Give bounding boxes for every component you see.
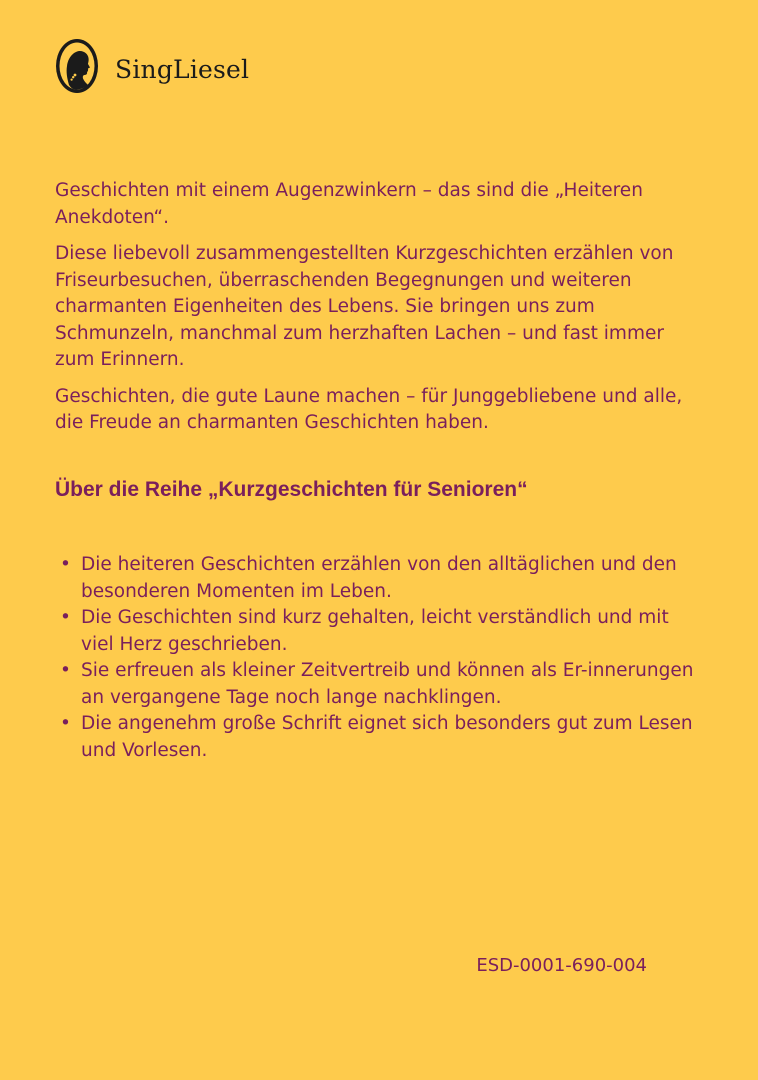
bullet-text: Die Geschichten sind kurz gehalten, leicht verständlich und mit viel Herz geschrieben.	[81, 607, 669, 655]
bullet-item	[55, 605, 695, 658]
bullet-text: Die angenehm große Schrift eignet sich besonders gut zum Lesen und Vorlesen.	[81, 713, 693, 761]
intro-paragraph: Diese liebevoll zusammengestellten Kurzgeschichten erzählen von Friseurbesuchen, überraschenden Begegnungen und weiteren charmanten Eigenheiten des Lebens. Sie bringen uns zum Schmunzeln, manchmal zum herzhaften Lachen – und fast immer zum Erinnern.	[55, 243, 674, 370]
series-heading: Über die Reihe „Kurzgeschichten für Senioren“	[55, 478, 528, 501]
bullet-item	[55, 552, 695, 605]
product-code: ESD-0001-690-004	[476, 955, 647, 976]
bullet-dot: •	[60, 554, 71, 575]
silhouette-portrait-icon	[55, 38, 99, 94]
intro-paragraph: Geschichten, die gute Laune machen – für Junggebliebene und alle, die Freude an charmanten Geschichten haben.	[55, 385, 683, 433]
bullet-dot: •	[60, 713, 71, 734]
bullet-text: Die heiteren Geschichten erzählen von den alltäglichen und den besonderen Momenten im Leben.	[81, 554, 677, 602]
bullet-text: Sie erfreuen als kleiner Zeitvertreib und können als Er-innerungen an vergangene Tage noch lange nachklingen.	[81, 660, 694, 708]
series-bullet-list	[55, 552, 695, 764]
intro-paragraph: Geschichten mit einem Augenzwinkern – das sind die „Heiteren Anekdoten“.	[55, 180, 643, 228]
bullet-item	[55, 711, 695, 764]
brand-name: SingLiesel	[115, 54, 250, 84]
bullet-item	[55, 658, 695, 711]
bullet-dot: •	[60, 660, 71, 681]
bullet-dot: •	[60, 607, 71, 628]
intro-text	[55, 178, 695, 447]
brand-logo	[55, 38, 249, 94]
